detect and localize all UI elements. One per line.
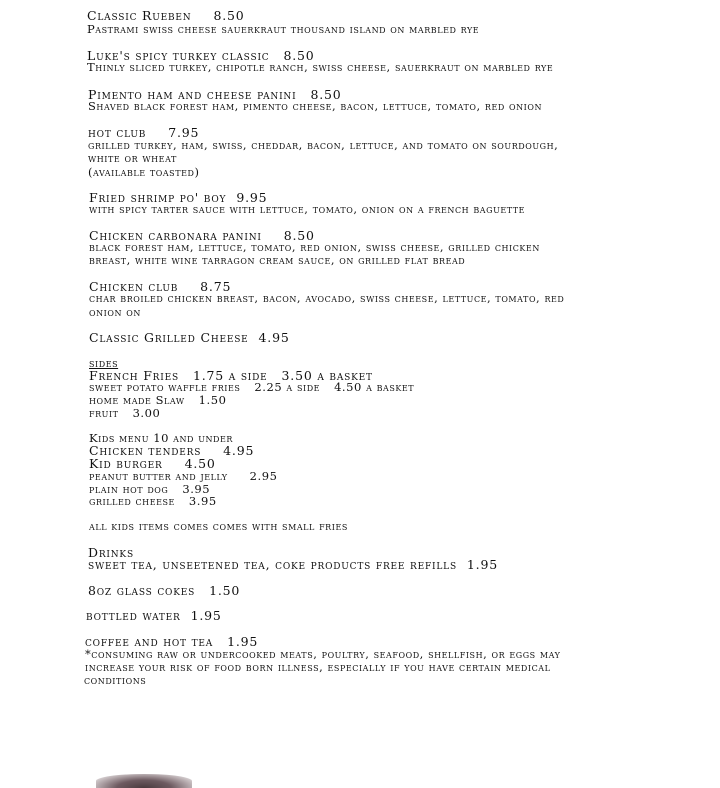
- item-description: (available toasted): [88, 165, 200, 179]
- item-price: 4.95: [258, 330, 290, 345]
- item-description: white or wheat: [88, 151, 177, 165]
- item-price-basket: 3.50 a basket: [281, 368, 373, 383]
- item-name: Luke's spicy turkey classic: [87, 48, 270, 63]
- item-price: 3.95: [188, 494, 217, 508]
- item-price: 7.95: [168, 125, 200, 140]
- drink-item-glass-cokes: [88, 584, 240, 597]
- item-price: 8.50: [283, 228, 315, 243]
- item-description: black forest ham, lettuce, tomato, red onion, swiss cheese, grilled chicken: [89, 240, 540, 254]
- item-price: 1.75 a side: [192, 368, 268, 383]
- disclaimer-line: *consuming raw or undercooked meats, poultry, seafood, shellfish, or eggs may: [85, 647, 561, 661]
- disclaimer-line: conditions: [84, 673, 147, 687]
- item-name: coffee and hot tea: [85, 634, 214, 649]
- menu-item-classic-grilled-cheese: [89, 331, 290, 344]
- kids-menu-note: all kids items comes comes with small fries: [89, 519, 348, 533]
- item-name: grilled cheese: [89, 494, 175, 508]
- drink-item-bottled-water: [86, 609, 222, 622]
- drinks-heading: Drinks: [88, 545, 134, 560]
- item-name: Chicken club: [89, 279, 179, 294]
- item-name: 8oz glass cokes: [88, 583, 196, 598]
- item-name: plain hot dog: [89, 482, 169, 496]
- item-price: 1.95: [227, 634, 259, 649]
- item-name: peanut butter and jelly: [89, 469, 228, 483]
- item-price: 8.50: [310, 87, 342, 102]
- item-price: 1.95: [190, 608, 222, 623]
- item-name: Chicken carbonara panini: [89, 228, 262, 243]
- item-price: 4.50: [184, 456, 216, 471]
- item-name: Fried shrimp po' boy: [89, 190, 227, 205]
- item-description: breast, white wine tarragon cream sauce, on grilled flat bread: [89, 253, 466, 267]
- item-name: bottled water: [86, 608, 181, 623]
- item-description: with spicy tarter sauce with lettuce, tomato, onion on a french baguette: [89, 202, 526, 216]
- item-name: Classic Rueben: [87, 8, 192, 23]
- item-name: Chicken tenders: [89, 443, 202, 458]
- dark-object-edge: [96, 774, 192, 788]
- kids-item-grilled-cheese: [89, 495, 217, 508]
- item-description: Thinly sliced turkey, chipotle ranch, swiss cheese, sauerkraut on marbled rye: [87, 60, 554, 74]
- item-price: 8.50: [283, 48, 315, 63]
- item-name: sweet tea, unseetened tea, coke products free refills: [88, 557, 457, 572]
- item-price: 1.50: [209, 583, 241, 598]
- item-description: grilled turkey, ham, swiss, cheddar, bacon, lettuce, and tomato on sourdough,: [88, 138, 559, 152]
- item-description: Shaved black forest ham, pimento cheese, bacon, lettuce, tomato, red onion: [88, 99, 543, 113]
- kids-menu-heading: Kids menu 10 and under: [89, 431, 233, 445]
- sides-heading: sides: [89, 356, 119, 370]
- item-price: 3.95: [182, 482, 211, 496]
- item-price: 8.50: [213, 8, 245, 23]
- disclaimer-line: increase your risk of food born illness, especially if you have certain medical: [85, 660, 551, 674]
- item-name: French Fries: [89, 368, 179, 383]
- item-name: fruit: [89, 406, 119, 420]
- item-price: 2.95: [249, 469, 278, 483]
- item-price: 2.25 a side: [254, 380, 321, 394]
- item-price-basket: 4.50 a basket: [334, 380, 415, 394]
- item-price: 9.95: [236, 190, 268, 205]
- item-price: 4.95: [223, 443, 255, 458]
- item-name: hot club: [88, 125, 147, 140]
- item-name: home made Slaw: [89, 393, 185, 407]
- item-description: Pastrami swiss cheese sauerkraut thousand island on marbled rye: [87, 22, 480, 36]
- item-price: 1.50: [198, 393, 227, 407]
- item-name: sweet potato waffle fries: [89, 380, 241, 394]
- item-description: onion on: [89, 305, 141, 319]
- menu-item-classic-rueben: [87, 9, 245, 22]
- item-name: Pimento ham and cheese panini: [88, 87, 297, 102]
- item-name: Classic Grilled Cheese: [89, 330, 249, 345]
- side-item-fruit: [89, 407, 160, 420]
- item-price: 3.00: [132, 406, 161, 420]
- item-name: Kid burger: [89, 456, 163, 471]
- item-price: 1.95: [466, 557, 498, 572]
- item-price: 8.75: [200, 279, 232, 294]
- drink-item-tea-coke: [88, 558, 498, 571]
- item-description: char broiled chicken breast, bacon, avocado, swiss cheese, lettuce, tomato, red: [89, 291, 565, 305]
